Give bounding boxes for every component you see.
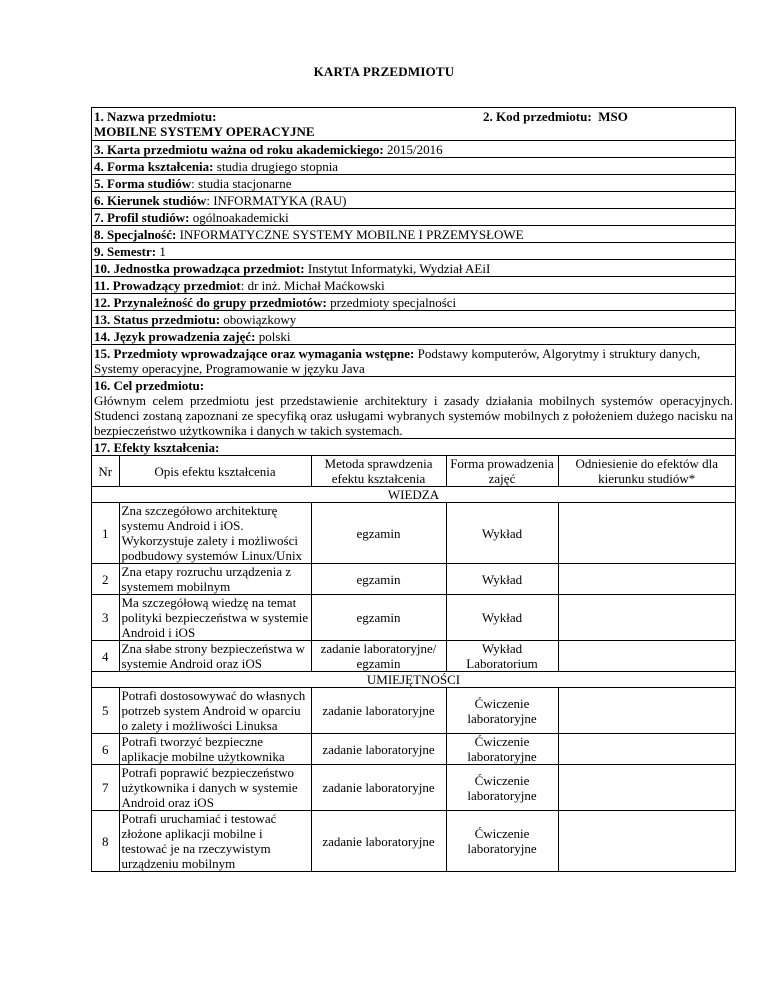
field-10-row [92,260,735,277]
course-name-label: 1. Nazwa przedmiotu: [94,109,217,124]
row-metoda: zadanie laboratoryjne [311,734,446,765]
table-row [92,641,735,672]
field-11-value: dr inż. Michał Maćkowski [247,278,385,293]
row-metoda: zadanie laboratoryjne [311,765,446,811]
header-nr: Nr [92,456,119,487]
table-row [92,595,735,641]
field-16-row [92,377,735,439]
field-14-row [92,328,735,345]
field-17-row [92,439,735,456]
field-4-value: studia drugiego stopnia [216,159,339,174]
row-odniesienie [558,688,735,734]
field-11-label: 11. Prowadzący przedmiot [94,278,241,293]
field-8-label: 8. Specjalność: [94,227,177,242]
section-wiedza: WIEDZA [92,487,735,503]
field-16-value: Głównym celem przedmiotu jest przedstawienie architektury i zasady działania mobilnych systemów operacyjnych. Studenci zostaną zapoznani ze specyfiką oraz usługami wybranych systemów mobilnych z położeniem dużego nacisku na bezpieczeństwo użytkownika i danych w takich systemach. [94,393,733,438]
field-4-label: 4. Forma kształcenia: [94,159,214,174]
field-5-value: studia stacjonarne [198,176,292,191]
field-7-value: ogólnoakademicki [192,210,289,225]
row-forma: Ćwiczenie laboratoryjne [446,688,558,734]
table-row [92,503,735,564]
row-nr: 4 [92,641,119,672]
row-opis: Potrafi uruchamiać i testować złożone aplikacji mobilne i testować je na rzeczywistym urządzeniu mobilnym [119,811,311,872]
row-opis: Potrafi poprawić bezpieczeństwo użytkownika i danych w systemie Android oraz iOS [119,765,311,811]
field-9-row [92,243,735,260]
field-6-row: 6. Kierunek studiów: INFORMATYKA (RAU) [92,192,735,209]
row-nr: 2 [92,564,119,595]
header-metoda: Metoda sprawdzenia efektu kształcenia [311,456,446,487]
field-7-row [92,209,735,226]
row-nr: 7 [92,765,119,811]
row-odniesienie [558,765,735,811]
course-card-table [91,107,736,872]
row-metoda: egzamin [311,503,446,564]
row-forma: Wykład [446,595,558,641]
row-odniesienie [558,811,735,872]
field-12-value: przedmioty specjalności [330,295,457,310]
field-6-label: 6. Kierunek studiów [94,193,207,208]
field-10-label: 10. Jednostka prowadząca przedmiot: [94,261,305,276]
field-8-value: INFORMATYCZNE SYSTEMY MOBILNE I PRZEMYSŁOWE [179,227,524,242]
row-nr: 3 [92,595,119,641]
row-metoda: zadanie laboratoryjne/ egzamin [311,641,446,672]
field-11-row: 11. Prowadzący przedmiot: dr inż. Michał Maćkowski [92,277,735,294]
table-header-row [92,456,735,487]
row-odniesienie [558,641,735,672]
field-4-row [92,158,735,175]
field-3-row [92,141,735,158]
field-16-label: 16. Cel przedmiotu: [94,378,205,393]
course-code-value: MSO [598,109,628,124]
row-metoda: egzamin [311,564,446,595]
row-forma: Ćwiczenie laboratoryjne [446,811,558,872]
row-metoda: zadanie laboratoryjne [311,688,446,734]
section-row-umiejetnosci [92,672,735,688]
learning-outcomes-table [92,456,735,871]
table-row [92,688,735,734]
row-odniesienie [558,503,735,564]
field-13-label: 13. Status przedmiotu: [94,312,221,327]
course-code-label: 2. Kod przedmiotu: [483,109,592,124]
row-opis: Zna szczegółowo architekturę systemu Android i iOS. Wykorzystuje zalety i możliwości podbudowy systemów Linux/Unix [119,503,311,564]
field-7-label: 7. Profil studiów: [94,210,190,225]
row-metoda: zadanie laboratoryjne [311,811,446,872]
table-row [92,765,735,811]
field-14-label: 14. Język prowadzenia zajęć: [94,329,256,344]
table-row [92,564,735,595]
field-9-label: 9. Semestr: [94,244,157,259]
field-12-row [92,294,735,311]
row-opis: Ma szczegółową wiedzę na temat polityki bezpieczeństwa w systemie Android i iOS [119,595,311,641]
field-14-value: polski [258,329,291,344]
field-6-value: INFORMATYKA (RAU) [213,193,347,208]
row-forma: Wykład [446,564,558,595]
row-odniesienie [558,734,735,765]
field-3-value: 2015/2016 [386,142,443,157]
course-name-value: MOBILNE SYSTEMY OPERACYJNE [94,124,315,139]
field-13-value: obowiązkowy [223,312,297,327]
field-10-value: Instytut Informatyki, Wydział AEiI [307,261,491,276]
row-odniesienie [558,595,735,641]
row-opis: Potrafi dostosowywać do własnych potrzeb system Android w oparciu o zalety i możliwości Linuksa [119,688,311,734]
field-15-row [92,345,735,377]
field-12-label: 12. Przynależność do grupy przedmiotów: [94,295,327,310]
header-forma: Forma prowadzenia zajęć [446,456,558,487]
row-opis: Potrafi tworzyć bezpieczne aplikacje mobilne użytkownika [119,734,311,765]
field-17-label: 17. Efekty kształcenia: [94,440,220,455]
field-1-2-row [92,108,735,141]
row-nr: 1 [92,503,119,564]
row-forma: Wykład Laboratorium [446,641,558,672]
row-opis: Zna etapy rozruchu urządzenia z systemem mobilnym [119,564,311,595]
field-15-value: Podstawy komputerów, Algorytmy i struktury danych, Systemy operacyjne, Programowanie w języku Java [94,346,701,376]
row-nr: 8 [92,811,119,872]
row-nr: 6 [92,734,119,765]
section-umiejetnosci: UMIEJĘTNOŚCI [92,672,735,688]
row-forma: Ćwiczenie laboratoryjne [446,765,558,811]
row-opis: Zna słabe strony bezpieczeństwa w systemie Android oraz iOS [119,641,311,672]
table-row [92,811,735,872]
field-9-value: 1 [159,244,166,259]
table-row [92,734,735,765]
field-15-label: 15. Przedmioty wprowadzające oraz wymagania wstępne: [94,346,415,361]
header-opis: Opis efektu kształcenia [119,456,311,487]
row-forma: Wykład [446,503,558,564]
section-row-wiedza [92,487,735,503]
field-8-row [92,226,735,243]
field-13-row [92,311,735,328]
row-forma: Ćwiczenie laboratoryjne [446,734,558,765]
field-3-label: 3. Karta przedmiotu ważna od roku akademickiego: [94,142,384,157]
row-odniesienie [558,564,735,595]
document-title: KARTA PRZEDMIOTU [313,64,455,79]
row-nr: 5 [92,688,119,734]
field-5-row: 5. Forma studiów: studia stacjonarne [92,175,735,192]
field-5-label: 5. Forma studiów [94,176,192,191]
header-odniesienie: Odniesienie do efektów dla kierunku studiów* [558,456,735,487]
row-metoda: egzamin [311,595,446,641]
